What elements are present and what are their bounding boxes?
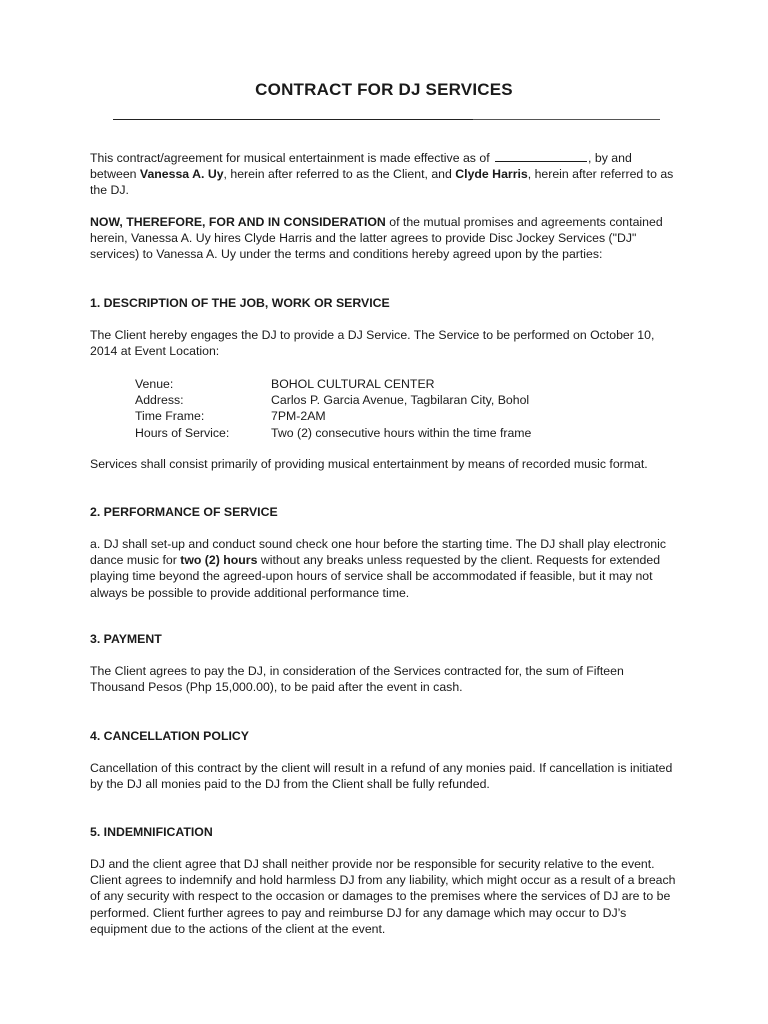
section-4-heading: 4. CANCELLATION POLICY <box>90 729 249 743</box>
dj-name: Clyde Harris <box>455 167 528 182</box>
section-3-paragraph <box>90 663 680 695</box>
client-name: Vanessa A. Uy <box>139 167 224 182</box>
section-1-heading: 1. DESCRIPTION OF THE JOB, WORK OR SERVICE <box>90 296 390 310</box>
section-2-bold: two (2) hours <box>180 553 258 568</box>
intro-text-3: , herein after referred to as the Client, and <box>223 167 456 182</box>
detail-label: Venue: <box>135 377 174 391</box>
section-5-heading: 5. INDEMNIFICATION <box>90 825 213 839</box>
section-3-heading: 3. PAYMENT <box>90 632 162 646</box>
intro-text-4: , herein after referred to as the DJ. <box>90 167 674 198</box>
section-1-paragraph <box>90 327 680 359</box>
detail-hours-of-service <box>135 425 531 441</box>
title-divider <box>113 119 660 120</box>
services-text: Services shall consist primarily of providing musical entertainment by means of recorded music format. <box>90 457 648 471</box>
detail-label: Address: <box>135 393 184 408</box>
document-title: CONTRACT FOR DJ SERVICES <box>255 80 513 99</box>
section-4-paragraph <box>90 760 680 792</box>
consideration-paragraph <box>90 214 680 263</box>
detail-value: Two (2) consecutive hours within the time frame <box>271 425 532 440</box>
section-5-paragraph <box>90 856 680 937</box>
section-1-text: The Client hereby engages the DJ to provide a DJ Service. The Service to be performed on October 10, 2014 at Event Location: <box>90 328 655 359</box>
event-details <box>135 376 531 441</box>
section-2-paragraph <box>90 536 680 601</box>
intro-text-2: , by and between <box>90 151 632 182</box>
section-5-text: DJ and the client agree that DJ shall neither provide nor be responsible for security relative to the event. Client agrees to indemnify and hold harmless DJ from any liability, which might occur as a result of a breach of any security with respect to the occasion or damages to the premises where the services of DJ are to be performed. Client further agrees to pay and reimburse DJ for any damage which may occur to DJ’s equipment due to the actions of the client at the event. <box>90 857 676 936</box>
detail-time-frame <box>135 408 531 424</box>
section-3-text: The Client agrees to pay the DJ, in consideration of the Services contracted for, the sum of Fifteen Thousand Pesos (Php 15,000.00), to be paid after the event in cash. <box>90 664 624 695</box>
intro-text-1: This contract/agreement for musical entertainment is made effective as of <box>90 151 494 165</box>
detail-address <box>135 392 531 408</box>
detail-venue <box>135 376 531 392</box>
services-paragraph <box>90 456 680 472</box>
section-2-heading: 2. PERFORMANCE OF SERVICE <box>90 505 278 519</box>
section-2-text-2: without any breaks unless requested by the client. Requests for extended playing time beyond the agreed-upon hours of service shall be accommodated if feasible, but it may not always be possible to provide additional performance time. <box>90 553 661 600</box>
detail-label: Time Frame: <box>135 409 205 424</box>
section-4-text: Cancellation of this contract by the client will result in a refund of any monies paid. If cancellation is initiated by the DJ all monies paid to the DJ from the Client shall be fully refunded. <box>90 761 673 792</box>
detail-label: Hours of Service: <box>135 425 230 440</box>
detail-value: Carlos P. Garcia Avenue, Tagbilaran City, Bohol <box>271 393 530 408</box>
detail-value: BOHOL CULTURAL CENTER <box>271 377 435 391</box>
intro-paragraph <box>90 150 680 199</box>
consideration-text: of the mutual promises and agreements contained herein, Vanessa A. Uy hires Clyde Harris and the latter agrees to provide Disc Jockey Services ("DJ" services) to Vanessa A. Uy under the terms and conditions hereby agreed upon by the parties: <box>90 215 663 262</box>
section-2-text-1: a. DJ shall set-up and conduct sound check one hour before the starting time. The DJ shall play electronic dance music for <box>90 537 666 568</box>
detail-value: 7PM-2AM <box>271 409 326 424</box>
consideration-lead: NOW, THEREFORE, FOR AND IN CONSIDERATION <box>90 215 386 229</box>
effective-date-blank <box>495 150 587 162</box>
